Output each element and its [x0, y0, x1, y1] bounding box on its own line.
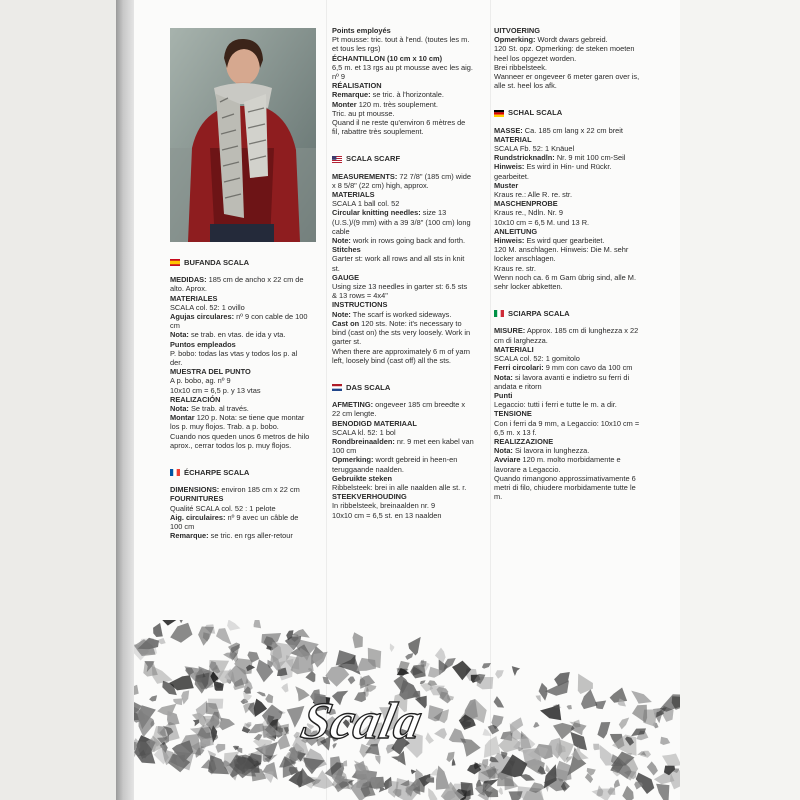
- instruction-text: Qualité SCALA col. 52 : 1 pelote: [170, 503, 276, 513]
- instruction-line: [332, 245, 474, 254]
- instruction-label: Remarque:: [170, 531, 209, 541]
- instruction-label: MASCHENPROBE: [494, 199, 558, 209]
- column-spanish-french: [170, 258, 310, 540]
- instruction-line: [494, 345, 644, 354]
- instruction-line: [494, 419, 644, 437]
- instruction-text: ongeveer 185 cm breedte x 22 cm lengte.: [332, 400, 466, 419]
- instruction-line: [170, 386, 310, 395]
- section-heading-de: [494, 108, 644, 117]
- instruction-label: Agujas circulares:: [170, 312, 235, 322]
- instruction-line: [494, 181, 644, 190]
- instruction-line: [170, 404, 310, 413]
- instruction-text: Garter st: work all rows and all sts in knit st.: [332, 254, 465, 273]
- section-heading-es: [170, 258, 310, 267]
- instruction-line: [170, 413, 310, 431]
- instruction-text: nº 9 con cable de 100 cm: [170, 312, 308, 331]
- instruction-line: [170, 294, 310, 303]
- instruction-text: SCALA 1 ball col. 52: [332, 199, 400, 209]
- instruction-line: [332, 300, 474, 309]
- instruction-line: [332, 63, 474, 81]
- page-binding-edge: [116, 0, 134, 800]
- instruction-line: [494, 162, 644, 180]
- instruction-line: [494, 236, 644, 245]
- instruction-label: RÉALISATION: [332, 81, 382, 91]
- instruction-label: Rondbreinaalden:: [332, 436, 395, 446]
- instruction-line: [332, 35, 474, 53]
- instruction-line: [170, 485, 310, 494]
- instruction-text: nr. 9 met een kabel van 100 cm: [332, 436, 474, 456]
- instruction-text: Se trab. al través.: [188, 404, 249, 414]
- section-heading-us: [332, 154, 474, 163]
- instruction-label: TENSIONE: [494, 409, 532, 419]
- instruction-line: [170, 340, 310, 349]
- instruction-label: AFMETING:: [332, 400, 374, 410]
- instruction-text: Si lavora in lunghezza.: [512, 446, 590, 456]
- instruction-line: [332, 54, 474, 63]
- instruction-block: [494, 326, 644, 501]
- instruction-text: wordt gebreid in heen-en teruggaande naalden.: [332, 455, 458, 474]
- instruction-label: Hinweis:: [494, 162, 525, 172]
- instruction-text: Wanneer er ongeveer 6 meter garen over is, alle st. heel los afk.: [494, 72, 640, 91]
- instruction-line: [332, 400, 474, 418]
- column-french-english-dutch: [332, 26, 474, 520]
- instruction-line: [494, 363, 644, 372]
- instruction-line: [332, 428, 474, 437]
- instruction-text: Nr. 9 mit 100 cm-Seil: [554, 153, 626, 163]
- instruction-label: MUESTRA DEL PUNTO: [170, 367, 251, 377]
- model-scarf-photo: [170, 28, 316, 242]
- instruction-label: Avviare: [494, 455, 521, 465]
- instruction-label: MATERIALES: [170, 293, 218, 303]
- brand-logo: [134, 620, 680, 800]
- instruction-line: [494, 35, 644, 44]
- instruction-line: [494, 264, 644, 273]
- instruction-line: [494, 409, 644, 418]
- france-flag-icon: [170, 469, 180, 476]
- instruction-text: 9 mm con cavo da 100 cm: [543, 363, 633, 373]
- instruction-label: ANLEITUNG: [494, 226, 538, 236]
- instruction-text: Con i ferri da 9 mm, a Legaccio: 10x10 cm = 6,5 m. x 13 f.: [494, 418, 640, 437]
- instruction-line: [494, 72, 644, 90]
- instruction-text: The scarf is worked sideways.: [350, 309, 452, 319]
- instruction-text: 10x10 cm = 6,5 st. en 13 naalden: [332, 510, 442, 520]
- instruction-label: Muster: [494, 180, 519, 190]
- instruction-line: [494, 199, 644, 208]
- instruction-label: Stitches: [332, 245, 361, 255]
- instruction-text: 6,5 m. et 13 rgs au pt mousse avec les aig. nº 9: [332, 62, 473, 82]
- instruction-line: [332, 254, 474, 272]
- instruction-text: se tric. en rgs aller-retour: [208, 531, 293, 541]
- section-heading-nl: [332, 383, 474, 392]
- section-title: SCHAL SCALA: [508, 108, 563, 118]
- instruction-text: SCALA col. 52: 1 gomitolo: [494, 354, 580, 364]
- instruction-line: [332, 492, 474, 501]
- instruction-block: [332, 400, 474, 520]
- instruction-line: [494, 63, 644, 72]
- instruction-line: [332, 190, 474, 199]
- instruction-text: Ca. 185 cm lang x 22 cm breit: [522, 125, 623, 135]
- instruction-line: [332, 236, 474, 245]
- instruction-line: [170, 376, 310, 385]
- instruction-text: Wordt dwars gebreid.: [535, 35, 608, 45]
- instruction-text: Using size 13 needles in garter st: 6.5 sts & 13 rows = 4x4": [332, 282, 468, 301]
- instruction-text: Kraus re.: Alle R. re. str.: [494, 190, 573, 200]
- instruction-line: [494, 273, 644, 291]
- instruction-label: MATERIALI: [494, 344, 534, 354]
- instruction-label: MEASUREMENTS:: [332, 171, 398, 181]
- instruction-line: [332, 100, 474, 109]
- instruction-text: P. bobo: todas las vtas y todos los p. al der.: [170, 348, 298, 368]
- instruction-line: [494, 245, 644, 263]
- instruction-label: Hinweis:: [494, 236, 525, 246]
- instruction-line: [170, 513, 310, 531]
- instruction-line: [332, 208, 474, 236]
- instruction-label: INSTRUCTIONS: [332, 300, 388, 310]
- instruction-label: MASSE:: [494, 125, 523, 135]
- instruction-label: Nota:: [170, 330, 189, 340]
- usa-flag-icon: [332, 156, 342, 163]
- instruction-label: BENODIGD MATERIAAL: [332, 418, 417, 428]
- instruction-text: work in rows going back and forth.: [350, 236, 466, 246]
- instruction-line: [494, 218, 644, 227]
- section-heading-fr: [170, 468, 310, 477]
- instruction-line: [494, 144, 644, 153]
- instruction-text: Wenn noch ca. 6 m Garn übrig sind, alle M. sehr locker abketten.: [494, 272, 636, 292]
- instruction-line: [494, 126, 644, 135]
- instruction-block: [494, 26, 644, 90]
- instruction-text: se trab. en vtas. de ida y vta.: [188, 330, 286, 340]
- instruction-text: si lavora avanti e indietro su ferri di andata e ritorn: [494, 372, 630, 391]
- instruction-line: [170, 312, 310, 330]
- instruction-line: [494, 455, 644, 473]
- instruction-label: Note:: [332, 236, 351, 246]
- instruction-text: Es wird in Hin- und Rückr. gearbeitet.: [494, 162, 612, 181]
- instruction-line: [494, 44, 644, 62]
- instruction-block: [170, 485, 310, 540]
- instruction-line: [170, 531, 310, 540]
- instruction-label: Rundstricknadln:: [494, 153, 555, 163]
- instruction-label: MATERIALS: [332, 190, 375, 200]
- instruction-line: [332, 273, 474, 282]
- instruction-label: Puntos empleados: [170, 339, 236, 349]
- section-title: BUFANDA SCALA: [184, 258, 250, 267]
- instruction-text: 120 p. Nota: se tiene que montar los p. muy flojos. Trab. a p. bobo.: [170, 413, 305, 432]
- instruction-label: MISURE:: [494, 326, 526, 336]
- instruction-label: MATERIAL: [494, 134, 532, 144]
- instruction-line: [494, 400, 644, 409]
- instruction-label: Gebruikte steken: [332, 473, 392, 483]
- instruction-text: 120 M. anschlagen. Hinweis: Die M. sehr locker anschlagen.: [494, 245, 629, 264]
- instruction-line: [494, 135, 644, 144]
- instruction-text: Approx. 185 cm di lunghezza x 22 cm di larghezza.: [494, 326, 639, 345]
- instruction-label: STEEKVERHOUDING: [332, 492, 407, 502]
- spain-flag-icon: [170, 259, 180, 266]
- instruction-block: [332, 26, 474, 136]
- instruction-label: Nota:: [494, 446, 513, 456]
- instruction-label: Ferri circolari:: [494, 363, 544, 373]
- instruction-line: [494, 474, 644, 502]
- instruction-label: MEDIDAS:: [170, 275, 207, 285]
- instruction-label: Aig. circulaires:: [170, 512, 226, 522]
- section-title: ÉCHARPE SCALA: [184, 468, 250, 478]
- instruction-line: [332, 118, 474, 136]
- instruction-label: GAUGE: [332, 272, 360, 282]
- instruction-line: [494, 437, 644, 446]
- instruction-label: Montar: [170, 413, 195, 423]
- instruction-text: 120 m. très souplement.: [356, 99, 438, 109]
- instruction-line: [494, 26, 644, 35]
- instruction-line: [332, 437, 474, 455]
- instruction-block: [494, 126, 644, 292]
- instruction-text: Brei ribbelsteek.: [494, 62, 547, 72]
- instruction-text: Quand il ne reste qu'environ 6 mètres de fil, rabattre très souplement.: [332, 118, 466, 137]
- instruction-line: [170, 367, 310, 376]
- instruction-line: [494, 354, 644, 363]
- instruction-text: SCALA kl. 52: 1 bol: [332, 427, 396, 437]
- instruction-line: [494, 326, 644, 344]
- instruction-text: Es wird quer gearbeitet.: [524, 236, 605, 246]
- instruction-block: [170, 275, 310, 450]
- instruction-line: [494, 153, 644, 162]
- instruction-line: [332, 319, 474, 347]
- brand-logo-text: Scala: [296, 692, 428, 750]
- instruction-line: [170, 494, 310, 503]
- germany-flag-icon: [494, 110, 504, 117]
- instruction-line: [332, 455, 474, 473]
- instruction-line: [332, 310, 474, 319]
- instruction-text: Cuando nos queden unos 6 metros de hilo aprox., cerrar todos los p. muy flojos.: [170, 431, 310, 450]
- instruction-line: [494, 208, 644, 217]
- instruction-line: [332, 26, 474, 35]
- instruction-text: Ribbelsteek: brei in alle naalden alle st. r.: [332, 482, 467, 492]
- instruction-text: When there are approximately 6 m of yarn left, loosely bind (cast off) all the sts.: [332, 346, 471, 365]
- instruction-text: size 13 (U.S.)/(9 mm) with a 39 3/8" (100 cm) long cable: [332, 208, 471, 236]
- instruction-text: Kraus re. str.: [494, 263, 536, 273]
- netherlands-flag-icon: [332, 384, 342, 391]
- instruction-text: 10x10 cm = 6,5 M. und 13 R.: [494, 217, 590, 227]
- instruction-text: environ 185 cm x 22 cm: [219, 485, 300, 495]
- instruction-text: A p. bobo, ag. nº 9: [170, 376, 231, 386]
- instruction-line: [170, 432, 310, 450]
- instruction-line: [170, 349, 310, 367]
- footer-texture-banner: [134, 620, 680, 800]
- instruction-text: SCALA Fb. 52: 1 Knäuel: [494, 144, 575, 154]
- instruction-label: Note:: [332, 309, 351, 319]
- instruction-text: Pt mousse: tric. tout à l'end. (toutes les m. et tous les rgs): [332, 35, 470, 54]
- instruction-block: [332, 172, 474, 365]
- section-heading-it: [494, 309, 644, 318]
- instruction-line: [332, 90, 474, 99]
- instruction-label: Monter: [332, 99, 357, 109]
- instruction-text: 10x10 cm = 6,5 p. y 13 vtas: [170, 385, 261, 395]
- instruction-line: [332, 109, 474, 118]
- instruction-line: [332, 81, 474, 90]
- instruction-line: [332, 474, 474, 483]
- instruction-text: Tric. au pt mousse.: [332, 108, 395, 118]
- section-title: SCALA SCARF: [346, 154, 401, 164]
- instruction-label: REALIZACIÓN: [170, 394, 221, 404]
- instruction-line: [494, 391, 644, 400]
- instruction-line: [494, 446, 644, 455]
- instruction-line: [170, 504, 310, 513]
- instruction-text: Legaccio: tutti i ferri e tutte le m. a dir.: [494, 400, 617, 410]
- instruction-text: nº 9 avec un câble de 100 cm: [170, 512, 299, 532]
- instruction-line: [332, 199, 474, 208]
- instruction-label: Cast on: [332, 318, 360, 328]
- instruction-label: UITVOERING: [494, 26, 540, 35]
- instruction-line: [170, 303, 310, 312]
- instruction-label: REALIZZAZIONE: [494, 436, 554, 446]
- instruction-label: Punti: [494, 390, 513, 400]
- instruction-label: Opmerking:: [332, 455, 374, 465]
- instruction-line: [332, 501, 474, 510]
- instruction-text: 120 sts. Note: it's necessary to bind (cast on) the sts very loosely. Work in garter st.: [332, 318, 471, 347]
- instruction-line: [170, 275, 310, 293]
- instruction-label: Points employés: [332, 26, 391, 35]
- instruction-text: Quando rimangono approssimativamente 6 metri di filo, chiudere morbidamente tutte le m.: [494, 473, 636, 502]
- instruction-label: Opmerking:: [494, 35, 536, 45]
- instruction-label: Remarque:: [332, 90, 371, 100]
- instruction-line: [170, 395, 310, 404]
- instruction-label: Nota:: [494, 372, 513, 382]
- instruction-text: Kraus re., Ndln. Nr. 9: [494, 208, 564, 218]
- instruction-label: Nota:: [170, 404, 189, 414]
- page-margin-right: [680, 0, 800, 800]
- instruction-line: [494, 373, 644, 391]
- column-dutch-german-italian: [494, 26, 644, 501]
- instruction-line: [332, 511, 474, 520]
- section-title: DAS SCALA: [346, 382, 391, 392]
- instruction-text: In ribbelsteek, breinaalden nr. 9: [332, 501, 436, 511]
- instruction-text: 120 St. opz. Opmerking: de steken moeten heel los opgezet worden.: [494, 44, 635, 63]
- instruction-line: [332, 347, 474, 365]
- section-title: SCIARPA SCALA: [508, 309, 570, 319]
- instruction-line: [332, 172, 474, 190]
- instruction-text: se tric. à l'horizontale.: [370, 90, 444, 100]
- instruction-line: [332, 483, 474, 492]
- instruction-label: ÉCHANTILLON (10 cm x 10 cm): [332, 53, 443, 63]
- instruction-line: [332, 419, 474, 428]
- instruction-label: Circular knitting needles:: [332, 208, 421, 218]
- instruction-text: 72 7/8" (185 cm) wide x 8 5/8" (22 cm) high, approx.: [332, 171, 471, 190]
- instruction-line: [332, 282, 474, 300]
- instruction-line: [494, 190, 644, 199]
- italy-flag-icon: [494, 310, 504, 317]
- instruction-text: 120 m. molto morbidamente e lavorare a Legaccio.: [494, 455, 621, 474]
- instruction-label: FOURNITURES: [170, 494, 224, 504]
- instruction-text: SCALA col. 52: 1 ovillo: [170, 302, 245, 312]
- instruction-line: [494, 227, 644, 236]
- instruction-text: 185 cm de ancho x 22 cm de alto. Aprox.: [170, 275, 304, 294]
- instruction-line: [170, 330, 310, 339]
- instruction-label: DIMENSIONS:: [170, 485, 220, 495]
